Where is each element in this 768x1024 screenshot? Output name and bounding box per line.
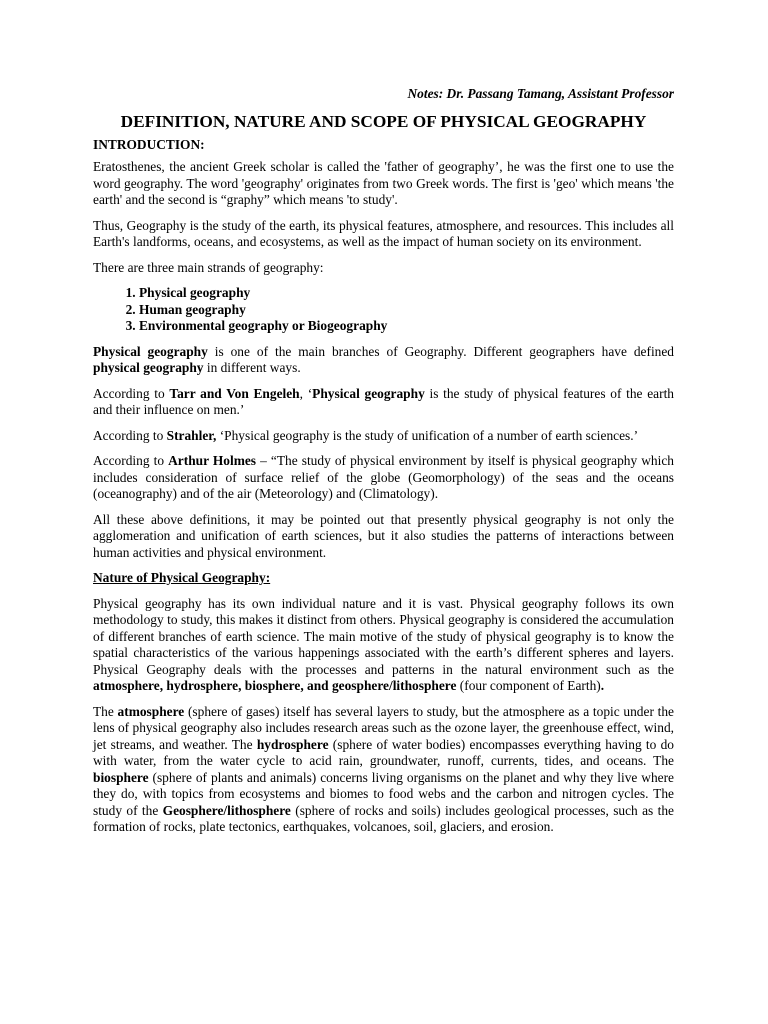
intro-paragraph-1: Eratosthenes, the ancient Greek scholar is called the 'father of geography’, he was the first one to use the word geography. The word 'geography' originates from two Greek words. The first is 'geo' which means 'the earth' and the second is “graphy” which means 'to study'. (93, 159, 674, 207)
definitions-summary: All these above definitions, it may be pointed out that presently physical geography is not only the agglomeration and unification of earth sciences, but it also studies the patterns of interactions between human activities and physical environment. (93, 511, 674, 560)
document-page (93, 86, 674, 845)
page-title: DEFINITION, NATURE AND SCOPE OF PHYSICAL GEOGRAPHY (120, 111, 647, 131)
strands-list (93, 285, 674, 335)
definition-strahler: According to Strahler, ‘Physical geography is the study of unification of a number of earth sciences.’ (93, 427, 639, 443)
list-item: 1. Physical geography (139, 285, 674, 302)
nature-paragraph-1: Physical geography has its own individual nature and it is vast. Physical geography follows its own methodology to study, this makes it distinct from others. Physical geography is considered the accumulation of different branches of earth science. The main motive of the study of physical geography is to know the spatial characteristics of the various happenings associated with the earth’s different spheres and layers. Physical Geography deals with the processes and patterns in the natural environment such as the atmosphere, hydrosphere, biosphere, and geosphere/lithosphere (four component of Earth). (93, 595, 674, 693)
intro-paragraph-2: Thus, Geography is the study of the earth, its physical features, atmosphere, and resources. This includes all Earth's landforms, oceans, and ecosystems, as well as the impact of human society on its environment. (93, 217, 674, 249)
definition-paragraph-1: Physical geography is one of the main branches of Geography. Different geographers have defined physical geography in different ways. (93, 343, 674, 375)
list-item: 2. Human geography (139, 302, 674, 319)
intro-paragraph-3: There are three main strands of geography: (93, 259, 324, 275)
introduction-heading: INTRODUCTION: (93, 136, 205, 152)
list-item: 3. Environmental geography or Biogeography (139, 318, 674, 335)
definition-arthur-holmes: According to Arthur Holmes – “The study of physical environment by itself is physical geography which includes consideration of surface relief of the globe (Geomorphology) of the seas and the oceans (oceanography) and of the air (Meteorology) and (Climatology). (93, 453, 674, 501)
nature-paragraph-2: The atmosphere (sphere of gases) itself has several layers to study, but the atmosphere as a topic under the lens of physical geography also includes research areas such as the ozone layer, the greenhouse effect, wind, jet streams, and weather. The hydrosphere (sphere of water bodies) encompasses everything having to do with water, from the water cycle to acid rain, groundwater, runoff, currents, tides, and oceans. The biosphere (sphere of plants and animals) concerns living organisms on the planet and why they live where they do, with topics from ecosystems and biomes to food webs and the carbon and nitrogen cycles. The study of the Geosphere/lithosphere (sphere of rocks and soils) includes geological processes, such as the formation of rocks, plate tectonics, earthquakes, volcanoes, soil, glaciers, and erosion. (93, 703, 675, 834)
nature-heading: Nature of Physical Geography: (93, 570, 271, 585)
definition-tarr-engeleh: According to Tarr and Von Engeleh, ‘Physical geography is the study of physical features of the earth and their influence on men.’ (93, 385, 674, 417)
author-notes: Notes: Dr. Passang Tamang, Assistant Professor (407, 86, 674, 101)
